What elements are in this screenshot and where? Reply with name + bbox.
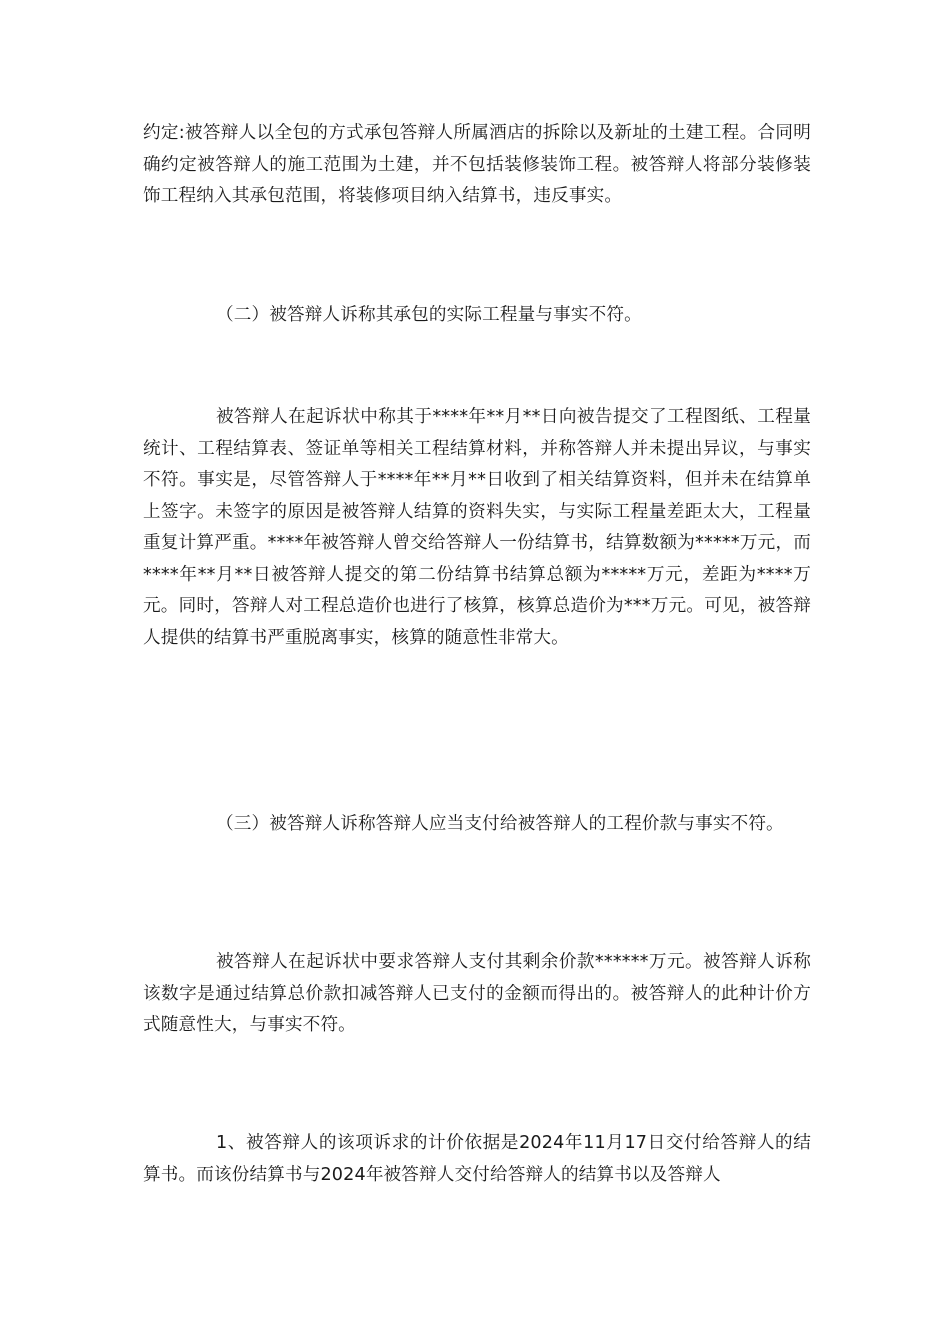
paragraph-scope-agreement: 约定:被答辩人以全包的方式承包答辩人所属酒店的拆除以及新址的土建工程。合同明确约定被答辩人的施工范围为土建，并不包括装修装饰工程。被答辩人将部分装修装饰工程纳入其承包范围，将装修项目纳入结算书，违反事实。 xyxy=(143,123,811,206)
paragraph-item-1: 1、被答辩人的该项诉求的计价依据是2024年11月17日交付给答辩人的结算书。而该份结算书与2024年被答辩人交付给答辩人的结算书以及答辩人 xyxy=(143,1133,811,1185)
paragraph-work-quantity: 被答辩人在起诉状中称其于****年**月**日向被告提交了工程图纸、工程量统计、工程结算表、签证单等相关工程结算材料，并称答辩人并未提出异议，与事实不符。事实是，尽管答辩人于****年**月**日收到了相关结算资料，但并未在结算单上签字。未签字的原因是被答辩人结算的资料失实，与实际工程量差距太大，工程量重复计算严重。****年被答辩人曾交给答辩人一份结算书，结算数额为*****万元，而****年**月**日被答辩人提交的第二份结算书结算总额为*****万元，差距为****万元。同时，答辩人对工程总造价也进行了核算，核算总造价为***万元。可见，被答辩人提供的结算书严重脱离事实，核算的随意性非常大。 xyxy=(143,407,811,648)
paragraph-remaining-payment: 被答辩人在起诉状中要求答辩人支付其剩余价款******万元。被答辩人诉称该数字是通过结算总价款扣减答辩人已支付的金额而得出的。被答辩人的此种计价方式随意性大，与事实不符。 xyxy=(143,952,811,1035)
section-heading-3: （三）被答辩人诉称答辩人应当支付给被答辩人的工程价款与事实不符。 xyxy=(216,814,784,834)
section-heading-2: （二）被答辩人诉称其承包的实际工程量与事实不符。 xyxy=(216,305,642,325)
